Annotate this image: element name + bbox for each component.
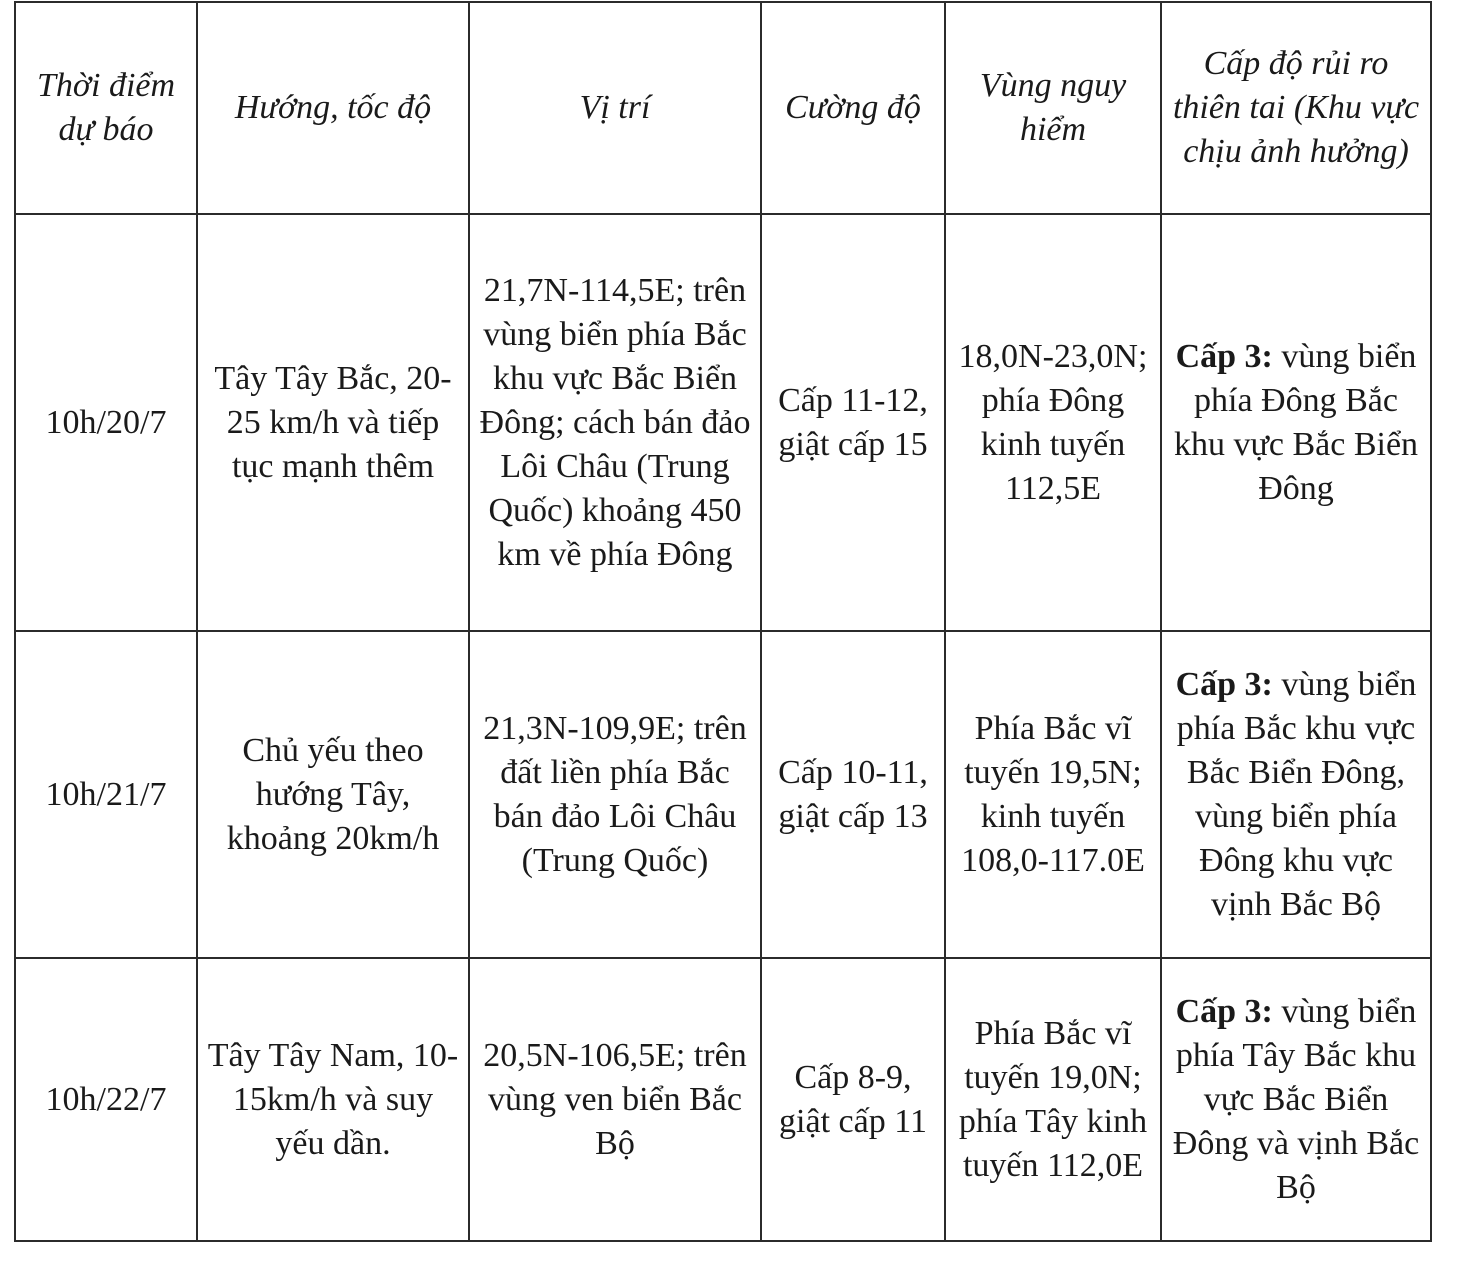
risk-level-label: Cấp 3: [1175, 665, 1273, 703]
cell-risk-level [1161, 958, 1431, 1241]
cell-risk-level [1161, 214, 1431, 631]
header-intensity: Cường độ [761, 2, 945, 214]
cell-danger-zone: Phía Bắc vĩ tuyến 19,0N; phía Tây kinh tuyến 112,0E [945, 958, 1161, 1241]
cell-time: 10h/20/7 [15, 214, 197, 631]
cell-direction-speed: Tây Tây Bắc, 20-25 km/h và tiếp tục mạnh thêm [197, 214, 469, 631]
table-row [15, 214, 1431, 631]
cell-intensity: Cấp 10-11, giật cấp 13 [761, 631, 945, 958]
cell-direction-speed: Tây Tây Nam, 10-15km/h và suy yếu dần. [197, 958, 469, 1241]
cell-danger-zone: 18,0N-23,0N; phía Đông kinh tuyến 112,5E [945, 214, 1161, 631]
cell-position: 20,5N-106,5E; trên vùng ven biển Bắc Bộ [469, 958, 761, 1241]
header-position: Vị trí [469, 2, 761, 214]
risk-level-label: Cấp 3: [1175, 992, 1273, 1030]
table-row [15, 631, 1431, 958]
cell-danger-zone: Phía Bắc vĩ tuyến 19,5N; kinh tuyến 108,0-117.0E [945, 631, 1161, 958]
risk-area-text: vùng biển phía Đông Bắc khu vực Bắc Biển Đông [1173, 337, 1419, 507]
forecast-table-container [14, 1, 1432, 1242]
header-forecast-time: Thời điểm dự báo [15, 2, 197, 214]
table-row [15, 958, 1431, 1241]
cell-position: 21,3N-109,9E; trên đất liền phía Bắc bán đảo Lôi Châu (Trung Quốc) [469, 631, 761, 958]
table-header-row [15, 2, 1431, 214]
storm-forecast-table [14, 1, 1432, 1242]
cell-direction-speed: Chủ yếu theo hướng Tây, khoảng 20km/h [197, 631, 469, 958]
header-direction-speed: Hướng, tốc độ [197, 2, 469, 214]
cell-intensity: Cấp 8-9, giật cấp 11 [761, 958, 945, 1241]
cell-risk-level [1161, 631, 1431, 958]
header-risk-level: Cấp độ rủi ro thiên tai (Khu vực chịu ảnh hưởng) [1161, 2, 1431, 214]
cell-intensity: Cấp 11-12, giật cấp 15 [761, 214, 945, 631]
header-danger-zone: Vùng nguy hiểm [945, 2, 1161, 214]
risk-area-text: vùng biển phía Tây Bắc khu vực Bắc Biển Đông và vịnh Bắc Bộ [1172, 992, 1420, 1206]
cell-position: 21,7N-114,5E; trên vùng biển phía Bắc khu vực Bắc Biển Đông; cách bán đảo Lôi Châu (Trung Quốc) khoảng 450 km về phía Đông [469, 214, 761, 631]
cell-time: 10h/22/7 [15, 958, 197, 1241]
risk-level-label: Cấp 3: [1175, 337, 1273, 375]
risk-area-text: vùng biển phía Bắc khu vực Bắc Biển Đông, vùng biển phía Đông khu vực vịnh Bắc Bộ [1176, 665, 1417, 923]
cell-time: 10h/21/7 [15, 631, 197, 958]
